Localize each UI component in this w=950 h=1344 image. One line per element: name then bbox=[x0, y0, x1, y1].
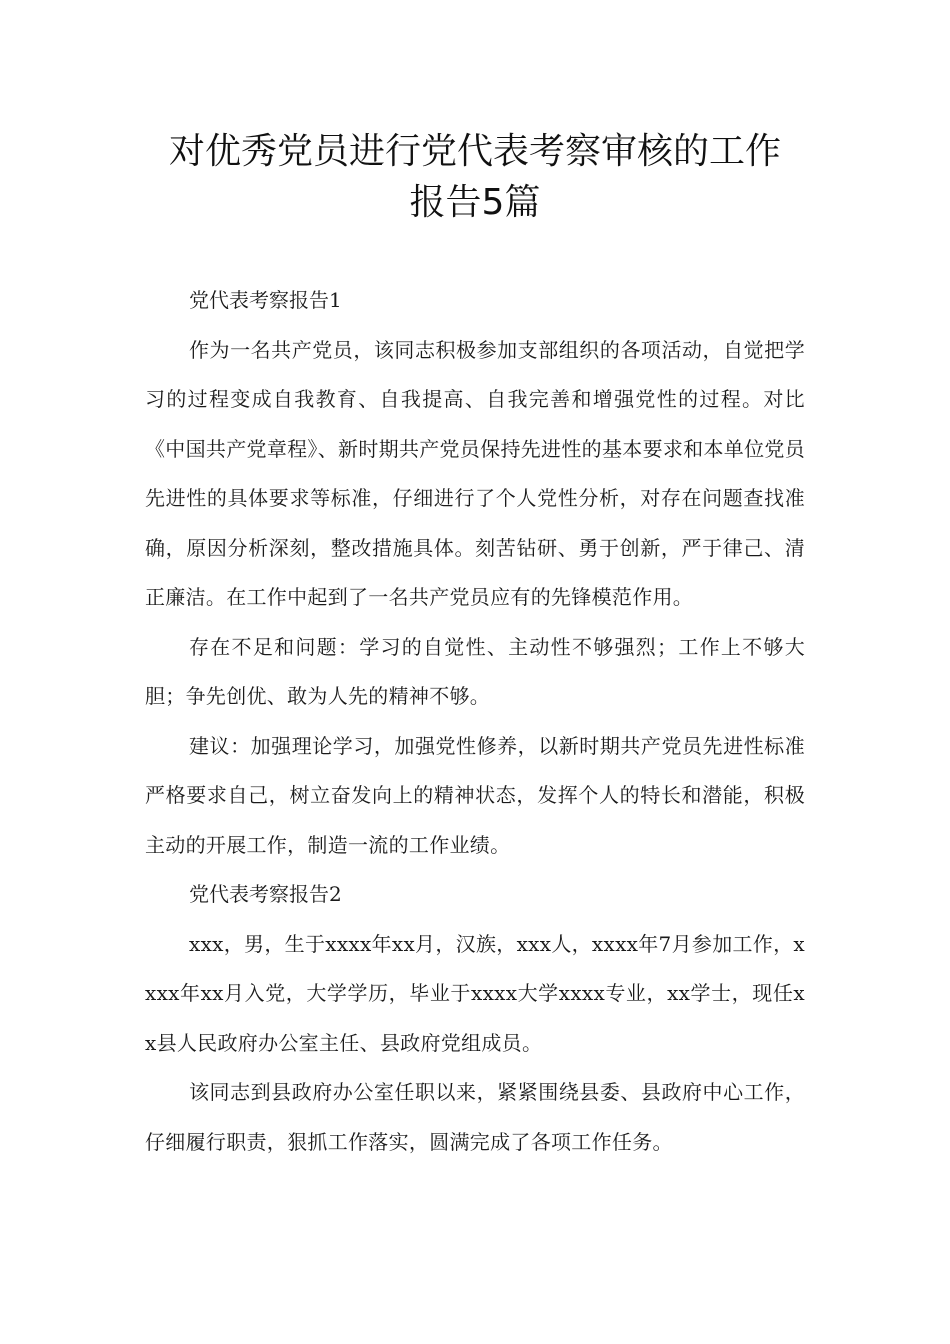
paragraph: 建议：加强理论学习，加强党性修养，以新时期共产党员先进性标准严格要求自己，树立奋发向上的精神状态，发挥个人的特长和潜能，积极主动的开展工作，制造一流的工作业绩。 bbox=[145, 733, 805, 857]
paragraph: 该同志到县政府办公室任职以来，紧紧围绕县委、县政府中心工作，仔细履行职责，狠抓工作落实，圆满完成了各项工作任务。 bbox=[145, 1080, 805, 1154]
paragraph: 作为一名共产党员，该同志积极参加支部组织的各项活动，自觉把学习的过程变成自我教育、自我提高、自我完善和增强党性的过程。对比《中国共产党章程》、新时期共产党员保持先进性的基本要求和本单位党员先进性的具体要求等标准，仔细进行了个人党性分析，对存在问题查找准确，原因分析深刻，整改措施具体。刻苦钻研、勇于创新，严于律己、清正廉洁。在工作中起到了一名共产党员应有的先锋模范作用。 bbox=[145, 337, 805, 609]
paragraph: xxx，男，生于xxxx年xx月，汉族，xxx人，xxxx年7月参加工作，xxxx年xx月入党，大学学历，毕业于xxxx大学xxxx专业，xx学士，现任xx县人民政府办公室主任、县政府党组成员。 bbox=[145, 931, 805, 1055]
title-line-1: 对优秀党员进行党代表考察审核的工作 bbox=[168, 131, 781, 172]
document-body bbox=[145, 276, 805, 1167]
document-title bbox=[100, 126, 850, 228]
section-heading-2: 党代表考察报告2 bbox=[189, 882, 342, 906]
section-heading-1: 党代表考察报告1 bbox=[189, 288, 342, 312]
title-line-2: 报告5篇 bbox=[409, 182, 541, 223]
paragraph: 存在不足和问题：学习的自觉性、主动性不够强烈；工作上不够大胆；争先创优、敢为人先的精神不够。 bbox=[145, 634, 805, 708]
